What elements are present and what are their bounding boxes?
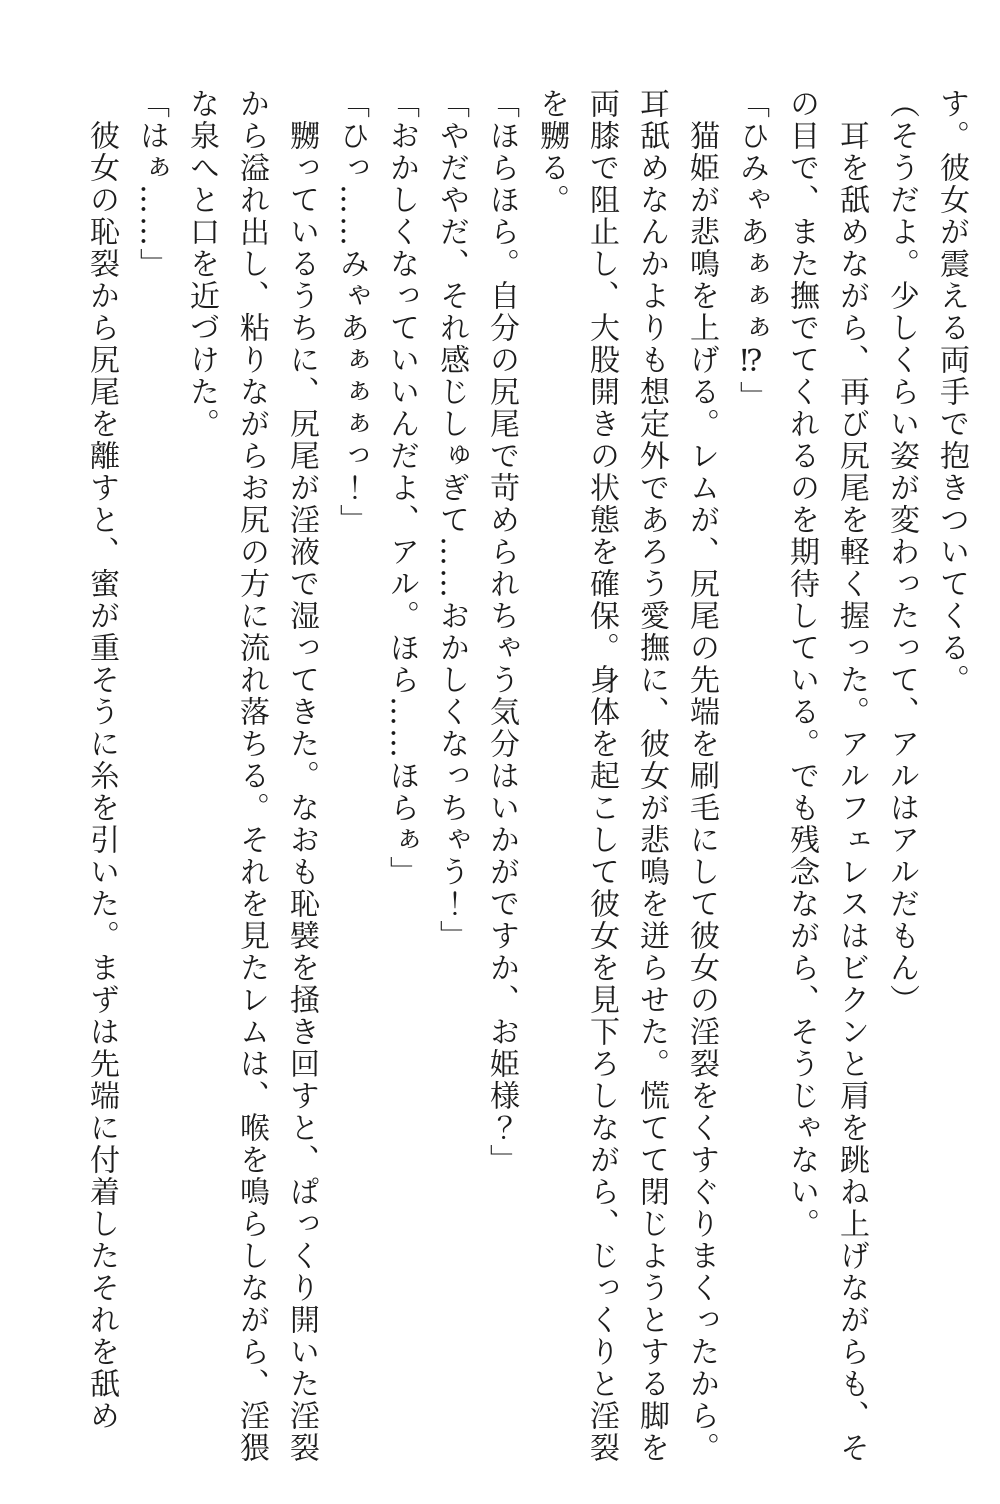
text-column-11: 「やだやだ、それ感じしゅぎて……おかしくなっちゃう！」 bbox=[434, 88, 469, 952]
text-column-4: の目で、また撫でてくれるのを期待している。でも残念ながら、そうじゃない。 bbox=[784, 88, 819, 1240]
text-column-10: 「ほらほら。自分の尻尾で苛められちゃう気分はいかがですか、お姫様？」 bbox=[484, 88, 519, 1176]
vertical-text-area bbox=[76, 88, 976, 1504]
text-column-1: す。彼女が震える両手で抱きついてくる。 bbox=[934, 88, 969, 696]
text-column-9: を嬲る。 bbox=[534, 88, 569, 216]
text-column-15: から溢れ出し、粘りながらお尻の方に流れ落ちる。それを見たレムは、喉を鳴らしながら、淫猥 bbox=[234, 88, 269, 1464]
text-column-16: な泉へと口を近づけた。 bbox=[184, 88, 219, 440]
text-column-14: 嬲っているうちに、尻尾が淫液で湿ってきた。なおも恥襞を掻き回すと、ぱっくり開いた淫裂 bbox=[284, 88, 319, 1464]
text-column-12: 「おかしくなっていいんだよ、アル。ほら……ほらぁ」 bbox=[384, 88, 419, 888]
text-column-7: 耳舐めなんかよりも想定外であろう愛撫に、彼女が悲鳴を迸らせた。慌てて閉じようとする脚を bbox=[634, 88, 669, 1464]
text-column-5: 「ひみゃあぁぁぁ⁉」 bbox=[734, 88, 769, 413]
text-column-18: 彼女の恥裂から尻尾を離すと、蜜が重そうに糸を引いた。まずは先端に付着したそれを舐め bbox=[84, 88, 119, 1432]
text-column-17: 「はぁ……」 bbox=[134, 88, 169, 280]
text-column-8: 両膝で阻止し、大股開きの状態を確保。身体を起こして彼女を見下ろしながら、じっくりと淫裂 bbox=[584, 88, 619, 1464]
text-column-6: 猫姫が悲鳴を上げる。レムが、尻尾の先端を刷毛にして彼女の淫裂をくすぐりまくったから。 bbox=[684, 88, 719, 1464]
text-column-13: 「ひっ……みゃあぁぁぁっ！」 bbox=[334, 88, 369, 536]
text-column-3: 耳を舐めながら、再び尻尾を軽く握った。アルフェレスはビクンと肩を跳ね上げながらも、そ bbox=[834, 88, 869, 1464]
text-column-2: （そうだよ。少しくらい姿が変わったって、アルはアルだもん） bbox=[884, 88, 919, 1016]
